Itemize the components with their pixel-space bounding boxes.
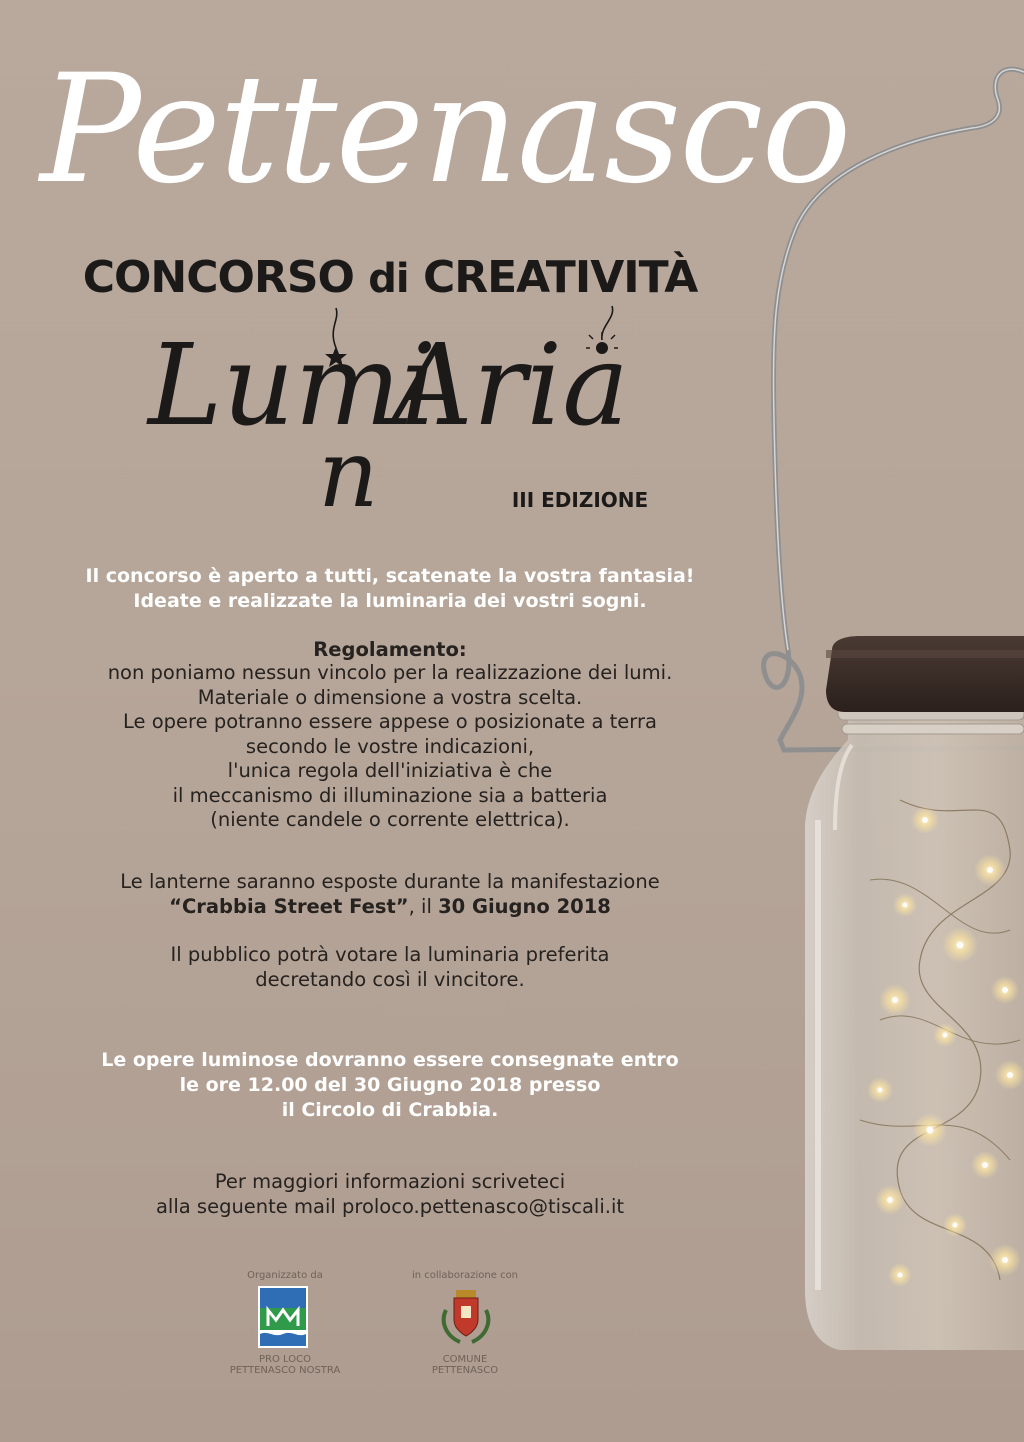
rules-title: Regolamento:	[313, 638, 467, 661]
edition-label: III EDIZIONE	[511, 488, 649, 512]
rules-line: Materiale o dimensione a vostra scelta.	[197, 685, 583, 709]
comune-crest-logo	[438, 1286, 494, 1346]
title-n: n	[318, 420, 379, 529]
jar-lid	[826, 636, 1024, 712]
exhibit-text	[40, 870, 740, 919]
intro-line: Il concorso è aperto a tutti, scatenate la vostra fantasia!	[85, 565, 695, 587]
title-lumi: Lumi	[148, 321, 437, 451]
pro-loco-logo	[258, 1286, 308, 1348]
title-aria: Aria	[392, 321, 630, 451]
rules-line: il meccanismo di illuminazione sia a batteria	[172, 783, 608, 807]
town-title: Pettenasco	[40, 43, 850, 217]
event-date: 30 Giugno 2018	[438, 894, 611, 918]
organizer-name-line: PETTENASCO NOSTRA	[229, 1365, 341, 1376]
info-line: alla seguente mail proloco.pettenasco@tiscali.it	[155, 1194, 625, 1218]
exhibit-line	[40, 895, 740, 920]
rules-text	[40, 661, 740, 833]
contest-word-creativita: CREATIVITÀ	[422, 252, 698, 303]
jar-lantern-image	[740, 40, 1024, 1350]
vote-line: decretando così il vincitore.	[255, 967, 525, 991]
contest-word-di: di	[368, 256, 409, 302]
contest-word-concorso: CONCORSO	[82, 252, 354, 303]
intro-text	[40, 564, 740, 614]
partner-name	[385, 1354, 545, 1376]
event-name: “Crabbia Street Fest”	[169, 894, 409, 918]
delivery-line: il Circolo di Crabbia.	[281, 1099, 499, 1121]
delivery-line: Le opere luminose dovranno essere consegnate entro	[101, 1049, 679, 1071]
vote-line: Il pubblico potrà votare la luminaria preferita	[170, 943, 610, 966]
rules-line: l'unica regola dell'iniziativa è che	[227, 759, 553, 782]
rules-line: non poniamo nessun vincolo per la realizzazione dei lumi.	[107, 661, 673, 684]
partner-name-line: PETTENASCO	[431, 1365, 499, 1376]
exhibit-line: Le lanterne saranno esposte durante la manifestazione	[120, 870, 660, 893]
partner-name-line: COMUNE	[442, 1354, 488, 1365]
intro-line: Ideate e realizzate la luminaria dei vostri sogni.	[133, 590, 647, 612]
exhibit-separator: , il	[408, 894, 439, 918]
vote-text	[40, 943, 740, 992]
rules-line: secondo le vostre indicazioni,	[245, 734, 535, 758]
info-line: Per maggiori informazioni scriveteci	[214, 1170, 566, 1193]
delivery-text	[40, 1048, 740, 1123]
partner-label: in collaborazione con	[411, 1270, 519, 1281]
delivery-line: le ore 12.00 del 30 Giugno 2018 presso	[179, 1074, 601, 1096]
organizer-label: Organizzato da	[247, 1270, 323, 1281]
info-text	[40, 1170, 740, 1219]
organizer-name	[200, 1354, 370, 1376]
rules-line: Le opere potranno essere appese o posizionate a terra	[123, 710, 657, 733]
rules-line: (niente candele o corrente elettrica).	[210, 808, 570, 831]
organizer-name-line: PRO LOCO	[259, 1354, 311, 1365]
